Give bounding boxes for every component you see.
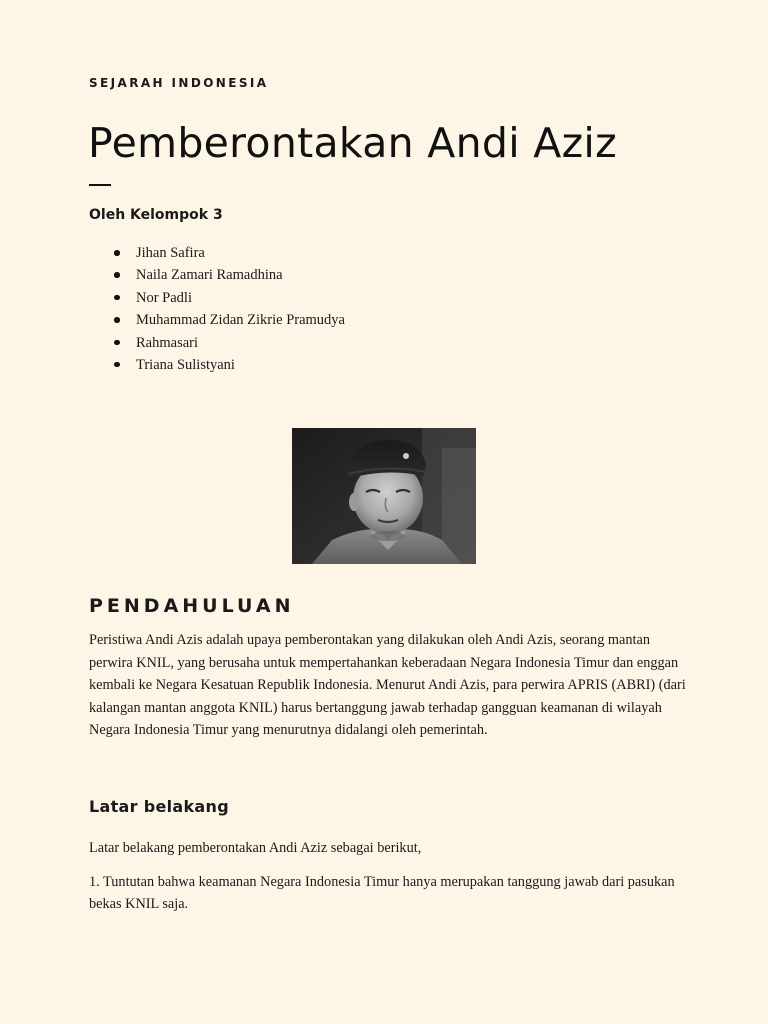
bullet-icon — [114, 295, 120, 301]
sub-heading: Latar belakang — [89, 797, 229, 816]
background-point: 1. Tuntutan bahwa keamanan Negara Indonesia Timur hanya merupakan tanggung jawab dari pasukan bekas KNIL saja. — [89, 874, 675, 912]
portrait-photo — [292, 428, 476, 564]
list-item — [112, 309, 345, 331]
bullet-icon — [114, 362, 120, 368]
author-byline: Oleh Kelompok 3 — [89, 207, 223, 223]
section-heading: PENDAHULUAN — [89, 595, 295, 617]
member-name: Muhammad Zidan Zikrie Pramudya — [136, 312, 345, 329]
bullet-icon — [114, 340, 120, 346]
background-intro: Latar belakang pemberontakan Andi Aziz sebagai berikut, — [89, 840, 422, 856]
member-name: Jihan Safira — [136, 245, 205, 261]
member-name: Rahmasari — [136, 334, 199, 351]
title-divider — [89, 184, 111, 186]
member-name: Triana Sulistyani — [136, 356, 235, 373]
bullet-icon — [114, 250, 120, 256]
member-name: Nor Padli — [136, 289, 192, 306]
list-item — [112, 287, 345, 309]
page-title: Pemberontakan Andi Aziz — [88, 119, 617, 167]
list-item — [112, 264, 345, 286]
list-item — [112, 332, 345, 354]
member-name: Naila Zamari Ramadhina — [136, 267, 283, 284]
list-item — [112, 242, 345, 264]
bullet-icon — [114, 272, 120, 278]
list-item — [112, 354, 345, 376]
intro-paragraph: Peristiwa Andi Azis adalah upaya pemberontakan yang dilakukan oleh Andi Azis, seorang mantan perwira KNIL, yang berusaha untuk mempertahankan keberadaan Negara Indonesia Timur dan enggan kembali ke Negara Kesatuan Republik Indonesia. Menurut Andi Azis, para perwira APRIS (ABRI) (dari kalangan mantan anggota KNIL) harus bertanggung jawab terhadap gangguan keamanan di wilayah Negara Indonesia Timur yang menurutnya didalangi oleh pemerintah. — [89, 632, 686, 739]
bullet-icon — [114, 317, 120, 323]
section-kicker: SEJARAH INDONESIA — [89, 76, 269, 90]
member-list — [112, 242, 345, 376]
